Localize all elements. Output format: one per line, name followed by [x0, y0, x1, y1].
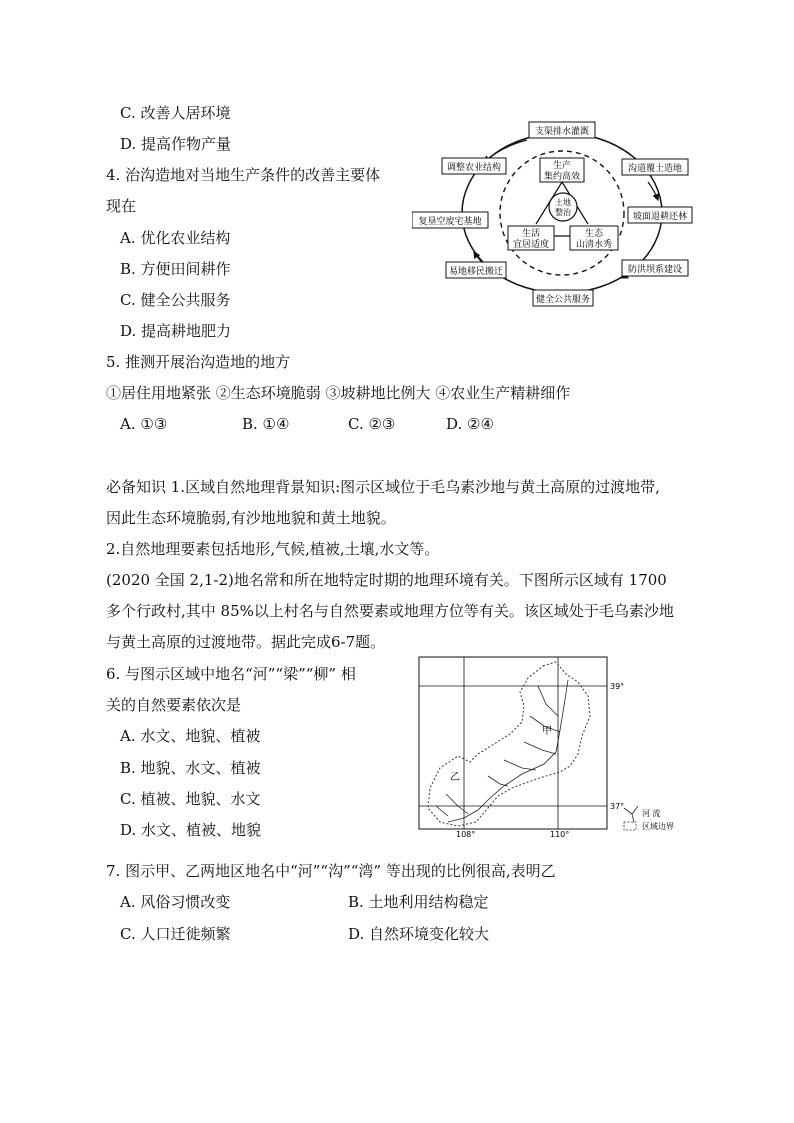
q5-conditions: ①居住用地紧张 ②生态环境脆弱 ③坡耕地比例大 ④农业生产精耕细作: [106, 384, 571, 402]
legend: [624, 806, 674, 831]
q6-stem-line2: 关的自然要素依次是: [106, 696, 242, 714]
q6-option-d: D. 水文、植被、地貌: [120, 821, 262, 839]
inner-box-ecology: [570, 226, 618, 250]
q5-option-a: A. ①③: [120, 415, 168, 433]
legend-river-symbol: [624, 806, 638, 822]
q7-option-c: C. 人口迁徙频繁: [120, 925, 231, 943]
inner-box-production: [540, 158, 584, 182]
svg-text:坡面退耕还林: 坡面退耕还林: [632, 212, 688, 222]
box-reclaim-homestead: [412, 212, 488, 228]
q6-option-c: C. 植被、地貌、水文: [120, 790, 261, 808]
svg-text:宜居适度: 宜居适度: [512, 240, 550, 250]
q6-option-a: A. 水文、地貌、植被: [120, 727, 261, 745]
q5-option-c: C. ②③: [348, 415, 396, 433]
q6-option-b: B. 地貌、水文、植被: [120, 759, 261, 777]
svg-text:复垦空废宅基地: 复垦空废宅基地: [418, 217, 482, 227]
q7-stem: 7. 图示甲、乙两地区地名中“河”“沟”“湾” 等出现的比例很高,表明乙: [106, 862, 556, 880]
svg-text:生活: 生活: [521, 229, 541, 239]
lon-label-110: 110°: [550, 830, 570, 839]
label-jia: 甲: [542, 726, 552, 737]
land-consolidation-center: [549, 193, 577, 221]
box-gully-land-creation: [622, 159, 688, 175]
q5-option-d: D. ②④: [446, 415, 494, 433]
q3-option-d: D. 提高作物产量: [120, 135, 232, 153]
q3-option-c: C. 改善人居环境: [120, 104, 231, 122]
box-public-services: [533, 290, 593, 306]
q7-option-b: B. 土地利用结构稳定: [348, 893, 489, 911]
q5-stem: 5. 推测开展治沟造地的地方: [106, 353, 291, 371]
legend-river-label: 河 流: [642, 809, 661, 818]
q6-stem-line1: 6. 与图示区域中地名“河”“梁”“柳” 相: [106, 665, 356, 683]
lat-label-37: 37°: [610, 802, 625, 811]
svg-text:沟道覆土造地: 沟道覆土造地: [627, 164, 683, 174]
q7-option-a: A. 风俗习惯改变: [120, 893, 231, 911]
cycle-arrow: [648, 182, 658, 200]
svg-text:土地: 土地: [555, 198, 571, 207]
svg-text:调整农业结构: 调整农业结构: [446, 163, 502, 173]
svg-text:健全公共服务: 健全公共服务: [535, 295, 591, 305]
knowledge-line1: 必备知识 1.区域自然地理背景知识:图示区域位于毛乌素沙地与黄土高原的过渡地带,: [106, 478, 660, 496]
box-relocation: [446, 262, 506, 278]
inner-box-living: [508, 226, 554, 250]
box-branch-canal-irrigation: [529, 122, 595, 138]
q5-option-b: B. ①④: [242, 415, 290, 433]
knowledge-line3: 2.自然地理要素包括地形,气候,植被,土壤,水文等。: [106, 540, 440, 558]
label-yi: 乙: [450, 772, 460, 783]
legend-boundary-symbol: [624, 822, 636, 830]
q4-stem-line2: 现在: [106, 197, 137, 215]
lat-label-39: 39°: [610, 682, 625, 691]
svg-text:生态: 生态: [584, 229, 604, 239]
svg-text:易地移民搬迁: 易地移民搬迁: [448, 267, 504, 277]
legend-boundary-label: 区域边界: [642, 822, 674, 831]
svg-text:集约高效: 集约高效: [543, 172, 581, 182]
svg-text:支渠排水灌溉: 支渠排水灌溉: [534, 127, 590, 137]
q4-option-b: B. 方便田间耕作: [120, 260, 231, 278]
intro-line1: (2020 全国 2,1-2)地名常和所在地特定时期的地理环境有关。下图所示区域有 1700: [106, 571, 667, 589]
intro-line3: 与黄土高原的过渡地带。据此完成6-7题。: [106, 633, 386, 651]
region-map: [418, 656, 688, 840]
svg-text:整治: 整治: [555, 208, 571, 217]
land-consolidation-diagram: [412, 118, 694, 318]
svg-text:山清水秀: 山清水秀: [575, 240, 613, 250]
svg-text:防洪坝系建设: 防洪坝系建设: [627, 265, 683, 275]
lon-label-108: 108°: [456, 830, 476, 839]
box-adjust-agriculture: [442, 158, 506, 174]
q4-option-d: D. 提高耕地肥力: [120, 322, 232, 340]
box-slope-reforestation: [628, 207, 692, 223]
intro-line2: 多个行政村,其中 85%以上村名与自然要素或地理方位等有关。该区域处于毛乌素沙地: [106, 602, 674, 620]
svg-text:生产: 生产: [552, 161, 572, 171]
knowledge-line2: 因此生态环境脆弱,有沙地地貌和黄土地貌。: [106, 509, 396, 527]
box-flood-dam-system: [622, 260, 688, 276]
q4-option-c: C. 健全公共服务: [120, 291, 231, 309]
q4-option-a: A. 优化农业结构: [120, 229, 231, 247]
q4-stem-line1: 4. 治沟造地对当地生产条件的改善主要体: [106, 166, 381, 184]
q7-option-d: D. 自然环境变化较大: [348, 925, 490, 943]
